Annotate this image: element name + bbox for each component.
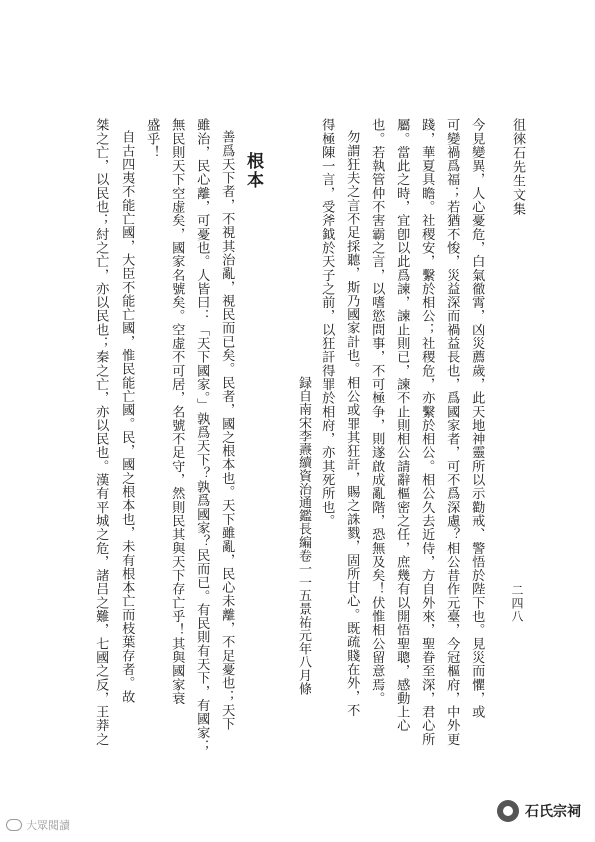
right-watermark bbox=[497, 800, 581, 822]
essay-column-3: 無民則天下空虚矣，國家名號矣。空虚不可居，名號不足守，然則民其與天下存亡乎！其與國家衰 bbox=[169, 118, 185, 705]
source-note: 録自南宋李燾續資治通鑑長編卷一一五景祐元年八月條 bbox=[296, 376, 311, 696]
watermark-logo-icon bbox=[6, 819, 22, 831]
prev-text-column-4: 屬。當此之時，宜卽以此爲諫，諫止則已，諫不止則相公請辭樞密之任，庶幾有以開悟聖聰，感動上心 bbox=[394, 118, 410, 733]
essay-column-4: 盛乎！ bbox=[144, 118, 160, 159]
left-watermark bbox=[6, 817, 70, 833]
essay-column-6: 桀之亡，以民也；紂之亡，亦以民也；秦之亡，亦以民也。漢有平城之危，諸吕之難，七國之反，王莽之 bbox=[93, 118, 109, 746]
essay-column-2: 雖治，民心離，可憂也。人皆曰：「天下國家。」孰爲天下？孰爲國家？民而已。有民則有天下，有國家； bbox=[194, 118, 210, 753]
prev-text-column-6: 勿謂狂夫之言不足採聽，斯乃國家計也。相公或罪其狂訐，賜之誅戮，固所甘心。既疏賤在外，不 bbox=[344, 130, 360, 717]
prev-text-column-5: 也。若執管仲不害霸之言，以嗜慾問事，不可極争，則遂啟成亂階，恐無及矣！伏惟相公留意焉。 bbox=[369, 118, 385, 705]
right-watermark-text: 石氏宗祠 bbox=[525, 804, 581, 820]
page-number: 二四八 bbox=[510, 584, 524, 623]
wechat-logo-icon bbox=[497, 800, 519, 822]
essay-column-1: 善爲天下者，不視其治亂，視民而已矣。民者，國之根本也。天下雖亂，民心未離，不足憂也；天下 bbox=[219, 130, 235, 731]
essay-title: 根本 bbox=[243, 152, 263, 190]
prev-text-column-3: 踐，華夏具瞻。社稷安，繫於相公；社稷危，亦繫於相公。相公久去近侍，方自外來，聖眷至深，君心所 bbox=[419, 118, 435, 746]
running-header-title: 徂徠石先生文集 bbox=[510, 118, 525, 216]
essay-column-5: 自古四夷不能亡國，大臣不能亡國，惟民能亡國。民，國之根本也，未有根本亡而枝葉存者。故 bbox=[119, 130, 135, 704]
prev-text-column-2: 可變禍爲福；若猶不悛，災益深而禍益長也，爲國家者，可不爲深慮？相公昔作元臺，今冠樞府，中外更 bbox=[444, 118, 460, 746]
left-watermark-text: 大眾閱讀 bbox=[26, 819, 70, 832]
prev-text-column-7: 得極陳一言，受斧鉞於天子之前，以狂訐得罪於相府，亦其死所也。 bbox=[319, 118, 335, 528]
prev-text-column-1: 今見變異，人心憂危，白氣徹霄，凶災薦歲，此天地神靈所以示勸戒、警悟於陛下也。見災而懼，或 bbox=[469, 118, 485, 719]
